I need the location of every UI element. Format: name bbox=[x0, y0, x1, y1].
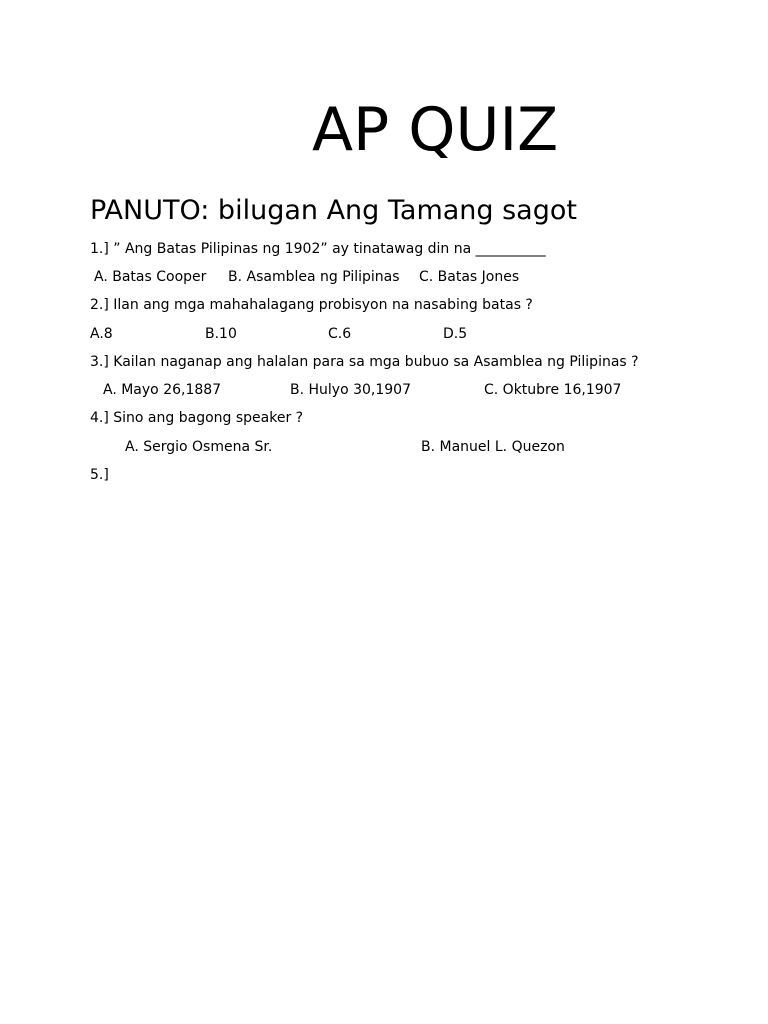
page-title: AP QUIZ bbox=[312, 95, 559, 165]
instruction-heading: PANUTO: bilugan Ang Tamang sagot bbox=[90, 195, 577, 226]
question-1-option-c: C. Batas Jones bbox=[419, 269, 520, 285]
question-1-text: 1.] ” Ang Batas Pilipinas ng 1902” ay tinatawag din na __________ bbox=[90, 241, 546, 257]
question-4-text: 4.] Sino ang bagong speaker ? bbox=[90, 410, 304, 426]
question-4-option-a: A. Sergio Osmena Sr. bbox=[125, 439, 273, 455]
question-3-option-a: A. Mayo 26,1887 bbox=[103, 382, 222, 398]
question-2-option-b: B.10 bbox=[205, 326, 237, 342]
question-1-option-a: A. Batas Cooper bbox=[94, 269, 207, 285]
question-3-text: 3.] Kailan naganap ang halalan para sa mga bubuo sa Asamblea ng Pilipinas ? bbox=[90, 354, 639, 370]
question-3-option-c: C. Oktubre 16,1907 bbox=[484, 382, 622, 398]
question-2-option-d: D.5 bbox=[443, 326, 468, 342]
question-2-text: 2.] Ilan ang mga mahahalagang probisyon na nasabing batas ? bbox=[90, 297, 533, 313]
question-3-option-b: B. Hulyo 30,1907 bbox=[290, 382, 411, 398]
question-5-text: 5.] bbox=[90, 467, 109, 483]
question-1-option-b: B. Asamblea ng Pilipinas bbox=[228, 269, 400, 285]
question-2-option-c: C.6 bbox=[328, 326, 352, 342]
question-4-option-b: B. Manuel L. Quezon bbox=[421, 439, 565, 455]
question-2-option-a: A.8 bbox=[90, 326, 113, 342]
